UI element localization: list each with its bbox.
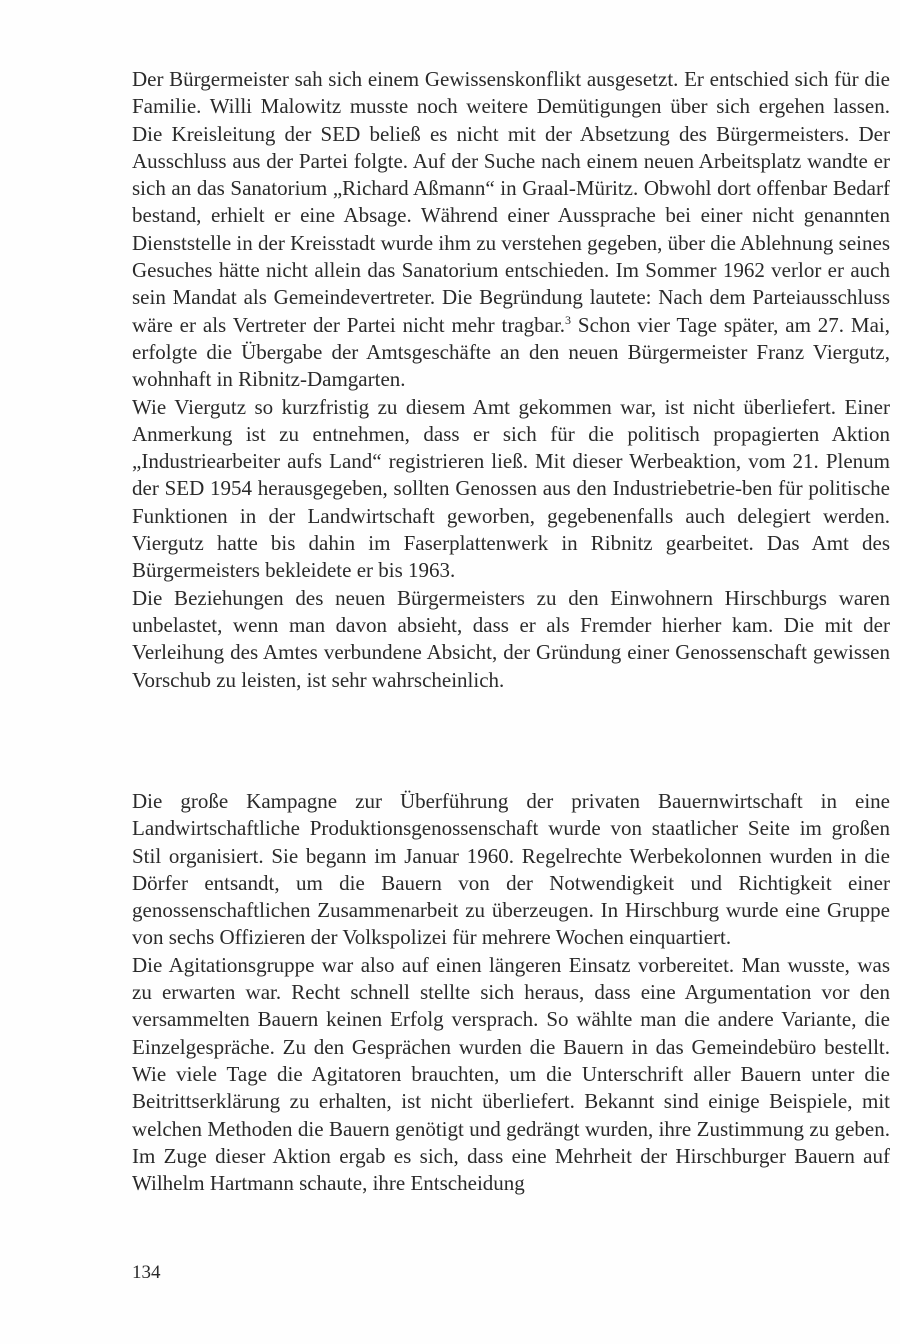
text-section-upper	[132, 66, 890, 694]
paragraph-malowitz	[132, 66, 890, 394]
paragraph-campaign: Die große Kampagne zur Überführung der privaten Bauernwirtschaft in eine Landwirtschaftliche Produktionsgenossenschaft wurde von staatlicher Seite im großen Stil organisiert. Sie begann im Januar 1960. Regelrechte Werbekolonnen wurden in die Dörfer entsandt, um die Bauern von der Notwendigkeit und Richtigkeit einer genossenschaftlichen Zusammenarbeit zu überzeugen. In Hirschburg wurde eine Gruppe von sechs Offizieren der Volkspolizei für mehrere Wochen einquartiert.	[132, 789, 890, 950]
paragraph-malowitz-text: Der Bürgermeister sah sich einem Gewissenskonflikt ausgesetzt. Er entschied sich für die Familie. Willi Malowitz musste noch weitere Demütigungen über sich ergehen lassen. Die Kreisleitung der SED beließ es nicht mit der Absetzung des Bürgermeisters. Der Ausschluss aus der Partei folgte. Auf der Suche nach einem neuen Arbeitsplatz wandte er sich an das Sanatorium „Richard Aßmann“ in Graal-Müritz. Obwohl dort offenbar Bedarf bestand, erhielt er eine Absage. Während einer Aussprache bei einer nicht genannten Dienststelle in der Kreisstadt wurde ihm zu verstehen gegeben, über die Ablehnung seines Gesuches hätte nicht allein das Sanatorium entschieden. Im Sommer 1962 verlor er auch sein Mandat als Gemeindevertreter. Die Begründung lautete: Nach dem Parteiausschluss wäre er als Vertreter der Partei nicht mehr tragbar.	[132, 67, 890, 337]
page-number: 134	[132, 1262, 161, 1283]
footnote-reference: 3	[565, 312, 572, 327]
paragraph-agitation: Die Agitationsgruppe war also auf einen längeren Einsatz vorbereitet. Man wusste, was zu erwarten war. Recht schnell stellte sich heraus, dass eine Argumentation vor den versammelten Bauern keinen Erfolg versprach. So wählte man die andere Variante, die Einzelgespräche. Zu den Gesprächen wurden die Bauern in das Gemeindebüro bestellt. Wie viele Tage die Agitatoren brauchten, um die Unterschrift aller Bauern unter die Beitrittserklärung zu erhalten, ist nicht überliefert. Bekannt sind einige Beispiele, mit welchen Methoden die Bauern genötigt und gedrängt wurden, ihre Zustimmung zu geben. Im Zuge dieser Aktion ergab es sich, dass eine Mehrheit der Hirschburger Bauern auf Wilhelm Hartmann schaute, ihre Entscheidung	[132, 952, 890, 1196]
paragraph-viergutz: Wie Viergutz so kurzfristig zu diesem Amt gekommen war, ist nicht überliefert. Einer Anmerkung ist zu entnehmen, dass er sich für die politisch propagierten Aktion „Industriearbeiter aufs Land“ registrieren ließ. Mit dieser Werbeaktion, vom 21. Plenum der SED 1954 herausgegeben, sollten Genossen aus den Industriebetrie-ben für politische Funktionen in der Landwirtschaft geworben, gegebenenfalls auch delegiert werden. Viergutz hatte bis dahin im Faserplattenwerk in Ribnitz gearbeitet. Das Amt des Bürgermeisters bekleidete er bis 1963.	[132, 394, 890, 583]
text-section-lower	[132, 788, 890, 1197]
paragraph-relations: Die Beziehungen des neuen Bürgermeisters zu den Einwohnern Hirschburgs waren unbelastet, wenn man davon absieht, dass er als Fremder hierher kam. Die mit der Verleihung des Amtes verbundene Absicht, der Gründung einer Genossenschaft gewissen Vorschub zu leisten, ist sehr wahrscheinlich.	[132, 585, 890, 692]
paragraph-malowitz-continuation: Schon vier Tage später, am 27. Mai, erfolgte die Übergabe der Amtsgeschäfte an den neuen Bürgermeister Franz Viergutz, wohnhaft in Ribnitz-Damgarten.	[132, 312, 891, 392]
